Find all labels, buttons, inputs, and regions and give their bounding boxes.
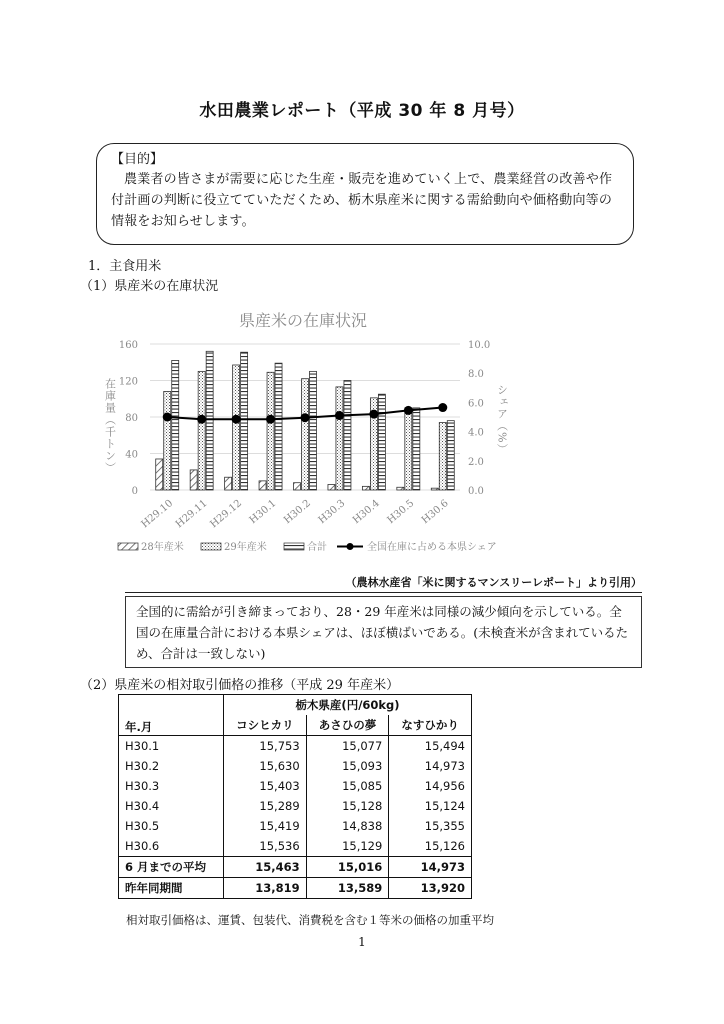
bar-28年産米 [190,470,197,490]
bar-29年産米 [267,372,274,490]
price-cell: 15,016 [306,857,389,878]
bar-合計 [344,381,351,491]
row-label: 6 月までの平均 [119,857,224,878]
bar-28年産米 [225,477,232,490]
share-point [404,406,413,415]
table-header-row [119,695,472,716]
y-tick-label: 0 [131,486,138,497]
legend-swatch [118,543,138,550]
price-cell: 15,129 [306,836,389,857]
chart-title: 県産米の在庫状況 [238,311,368,330]
price-cell: 15,419 [224,816,307,836]
bar-28年産米 [431,488,438,490]
bar-29年産米 [233,365,240,490]
table-row [119,836,472,857]
price-cell: 15,093 [306,756,389,776]
share-point [335,411,344,420]
price-cell: 15,077 [306,736,389,757]
page-number: 1 [358,935,366,949]
bar-28年産米 [156,459,163,490]
bar-合計 [413,408,420,490]
price-cell: 15,289 [224,796,307,816]
price-cell: 14,956 [389,776,472,796]
table-row [119,857,472,878]
price-cell: 15,753 [224,736,307,757]
y2-axis-label [496,384,509,455]
price-cell: 13,819 [224,878,307,899]
price-cell: 15,126 [389,836,472,857]
x-tick-label: H30.4 [350,497,382,527]
legend-label: 全国在庫に占める本県シェア [367,542,497,553]
table-row [119,756,472,776]
legend-label: 29年産米 [224,542,267,553]
bar-合計 [172,360,179,490]
row-label: H30.6 [119,836,224,857]
price-cell: 15,630 [224,756,307,776]
y2-tick-label: 6.0 [468,398,484,410]
price-cell: 15,355 [389,816,472,836]
col-header: コシヒカリ [224,715,307,736]
x-tick-label: H30.3 [316,497,348,527]
source-citation: （農林水産省「米に関するマンスリーレポート」より引用） [345,576,642,589]
bar-合計 [378,394,385,490]
group-header: 栃木県産(円/60kg) [224,695,472,716]
price-cell: 14,838 [306,816,389,836]
x-tick-label: H29.12 [208,497,245,531]
y2-tick-label: 8.0 [468,369,484,381]
share-point [232,415,241,424]
price-cell: 14,973 [389,756,472,776]
x-tick-label: H29.11 [173,497,210,531]
y2-tick-label: 10.0 [468,340,491,351]
bar-合計 [447,421,454,490]
price-cell: 15,124 [389,796,472,816]
bar-29年産米 [405,408,412,490]
table-row [119,878,472,899]
price-cell: 13,589 [306,878,389,899]
row-label: H30.2 [119,756,224,776]
x-tick-label: H30.2 [282,497,313,527]
col-header-month: 年.月 [119,695,224,736]
table-row [119,796,472,816]
legend-marker [347,543,354,550]
share-point [266,415,275,424]
purpose-box [96,143,634,245]
y-tick-label: 40 [125,449,138,461]
bar-28年産米 [397,487,404,490]
bar-29年産米 [164,391,171,490]
subsection-stock: （1）県産米の在庫状況 [80,279,219,294]
x-tick-label: H30.6 [419,497,451,527]
price-cell: 15,536 [224,836,307,857]
share-point [438,403,447,412]
price-cell: 15,128 [306,796,389,816]
y-axis-label-text: 在庫量（千トン） [103,378,117,474]
purpose-text: 農業者の皆さまが需要に応じた生産・販売を進めていく上で、農業経営の改善や作付計画の判断に役立てていただくため、栃木県産米に関する需給動向や価格動向等の情報をお知らせします。 [111,172,613,229]
bar-合計 [206,351,213,490]
legend-label: 28年産米 [141,542,184,553]
page-title: 水田農業レポート（平成 30 年 8 月号） [199,101,525,121]
bar-合計 [310,371,317,490]
table-row [119,776,472,796]
row-label: H30.4 [119,796,224,816]
y-tick-label: 80 [125,413,138,424]
table-row [119,816,472,836]
bar-28年産米 [328,485,335,490]
legend-swatch [201,543,221,550]
row-label: 昨年同期間 [119,878,224,899]
x-tick-label: H29.10 [139,497,176,531]
row-label: H30.1 [119,736,224,757]
price-cell: 14,973 [389,857,472,878]
x-tick-label: H30.5 [385,497,417,527]
price-cell: 13,920 [389,878,472,899]
y2-tick-label: 4.0 [468,427,484,439]
divider [125,592,642,593]
share-point [197,415,206,424]
share-point [369,410,378,419]
footnote: 相対取引価格は、運賃、包装代、消費税を含む１等米の価格の加重平均 [126,913,494,927]
bar-合計 [241,352,248,490]
y2-tick-label: 0.0 [468,486,484,497]
bar-29年産米 [439,422,446,490]
bar-28年産米 [294,483,301,490]
y-tick-label: 160 [118,340,138,351]
table-row [119,736,472,757]
bar-28年産米 [259,481,266,490]
stock-note-box: 全国的に需給が引き締まっており、28・29 年産米は同様の減少傾向を示している。全国の在庫量合計における本県シェアは、ほぼ横ばいである。(未検査米が含まれているため、合計は一致しない) [125,596,642,668]
bar-合計 [275,363,282,490]
bar-29年産米 [198,371,205,490]
col-header: なすひかり [389,715,472,736]
price-cell: 15,403 [224,776,307,796]
price-cell: 15,463 [224,857,307,878]
share-point [163,413,172,422]
y2-axis-label-text: シェア（%） [495,384,509,456]
section-heading: 1．主食用米 [88,259,162,274]
subsection-price: （2）県産米の相対取引価格の推移（平成 29 年産米） [80,678,400,693]
row-label: H30.5 [119,816,224,836]
price-cell: 15,494 [389,736,472,757]
purpose-heading: 【目的】 [111,152,164,167]
bar-28年産米 [362,486,369,490]
y-tick-label: 120 [118,376,138,388]
share-point [301,413,310,422]
stock-chart [88,300,528,570]
bar-29年産米 [336,387,343,490]
price-cell: 15,085 [306,776,389,796]
x-tick-label: H30.1 [247,497,279,527]
col-header: あさひの夢 [306,715,389,736]
y2-tick-label: 2.0 [468,456,484,468]
bar-29年産米 [302,379,309,490]
legend-swatch [284,543,304,550]
y-axis-label [104,377,117,474]
legend-label: 合計 [307,542,327,553]
row-label: H30.3 [119,776,224,796]
price-table [118,694,472,899]
